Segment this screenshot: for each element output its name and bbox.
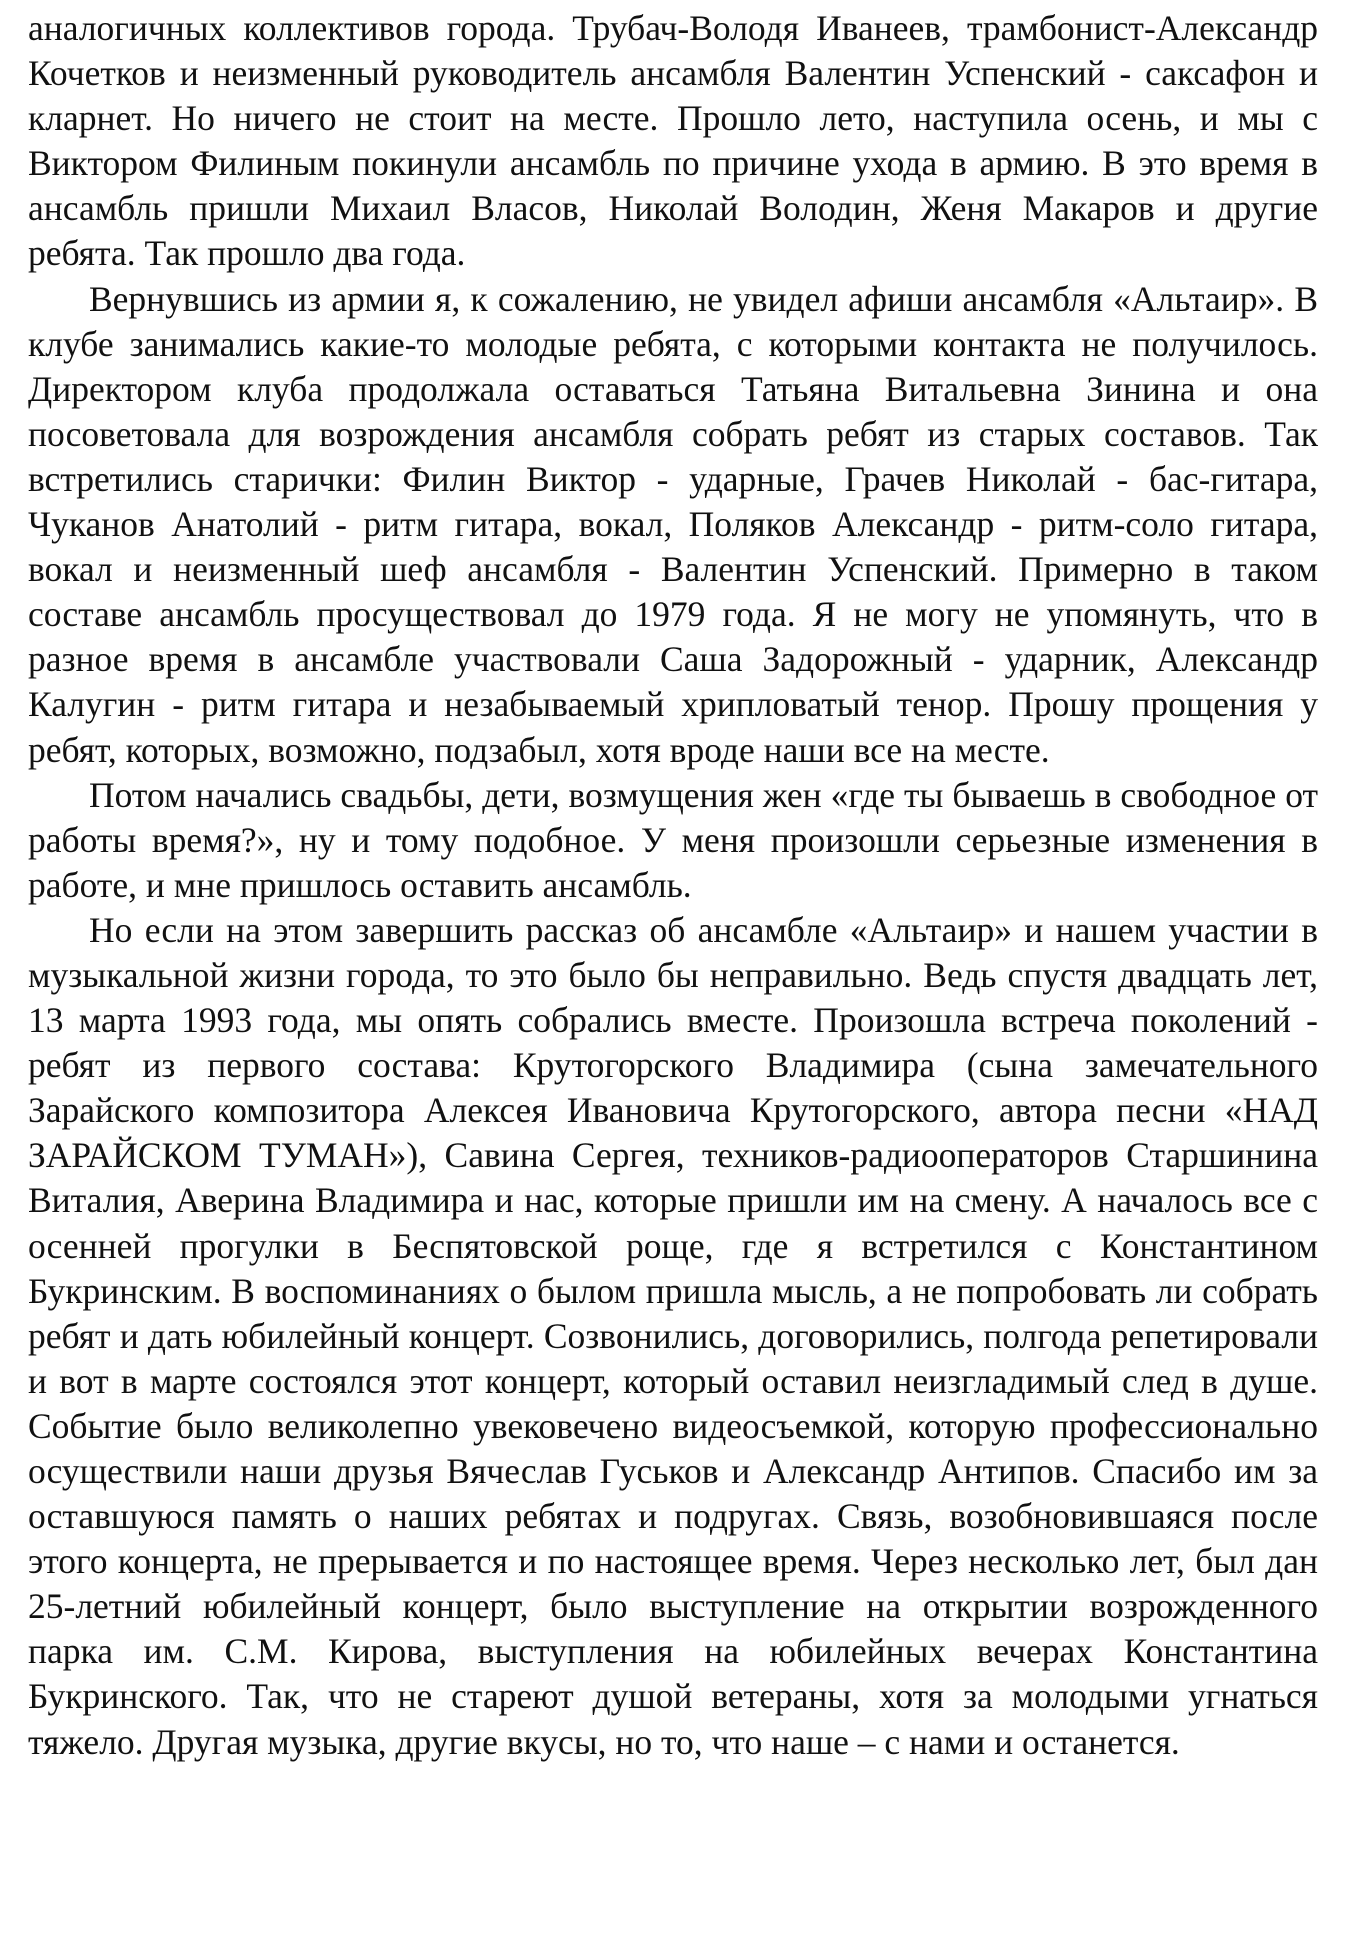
document-page: [28, 6, 1318, 1765]
paragraph-reunion-concert: Но если на этом завершить рассказ об ансамбле «Альтаир» и нашем участии в музыкальной жизни города, то это было бы неправильно. Ведь спустя двадцать лет, 13 марта 1993 года, мы опять собрались вместе. Произошла встреча поколений - ребят из первого состава: Крутогорского Владимира (сына замечательного Зарайского композитора Алексея Ивановича Крутогорского, автора песни «НАД ЗАРАЙСКОМ ТУМАН»), Савина Сергея, техников-радиооператоров Старшинина Виталия, Аверина Владимира и нас, которые пришли им на смену. А началось все с осенней прогулки в Беспятовской роще, где я встретился с Константином Букринским. В воспоминаниях о былом пришла мысль, а не попробовать ли собрать ребят и дать юбилейный концерт. Созвонились, договорились, полгода репетировали и вот в марте состоялся этот концерт, который оставил неизгладимый след в душе. Событие было великолепно увековечено видеосъемкой, которую профессионально осуществили наши друзья Вячеслав Гуськов и Александр Антипов. Спасибо им за оставшуюся память о наших ребятах и подругах. Связь, возобновившаяся после этого концерта, не прерывается и по настоящее время. Через несколько лет, был дан 25-летний юбилейный концерт, было выступление на открытии возрожденного парка им. С.М. Кирова, выступления на юбилейных вечерах Константина Букринского. Так, что не стареют душой ветераны, хотя за молодыми угнаться тяжело. Другая музыка, другие вкусы, но то, что наше – с нами и останется.: [28, 909, 1318, 1762]
paragraph-continued: аналогичных коллективов города. Трубач-Володя Иванеев, трамбонист-Александр Кочетков и неизменный руководитель ансамбля Валентин Успенский - саксафон и кларнет. Но ничего не стоит на месте. Прошло лето, наступила осень, и мы с Виктором Филиным покинули ансамбль по причине ухода в армию. В это время в ансамбль пришли Михаил Власов, Николай Володин, Женя Макаров и другие ребята. Так прошло два года.: [28, 8, 1318, 274]
paragraph-weddings: Потом начались свадьбы, дети, возмущения жен «где ты бываешь в свободное от работы время?», ну и тому подобное. У меня произошли серьезные изменения в работе, и мне пришлось оставить ансамбль.: [28, 774, 1318, 905]
paragraph-return-from-army: Вернувшись из армии я, к сожалению, не увидел афиши ансамбля «Альтаир». В клубе занимались какие-то молодые ребята, с которыми контакта не получилось. Директором клуба продолжала оставаться Татьяна Витальевна Зинина и она посоветовала для возрождения ансамбля собрать ребят из старых составов. Так встретились старички: Филин Виктор - ударные, Грачев Николай - бас-гитара, Чуканов Анатолий - ритм гитара, вокал, Поляков Александр - ритм-соло гитара, вокал и неизменный шеф ансамбля - Валентин Успенский. Примерно в таком составе ансамбль просуществовал до 1979 года. Я не могу не упомянуть, что в разное время в ансамбле участвовали Саша Задорожный - ударник, Александр Калугин - ритм гитара и незабываемый хрипловатый тенор. Прошу прощения у ребят, которых, возможно, подзабыл, хотя вроде наши все на месте.: [28, 278, 1318, 770]
